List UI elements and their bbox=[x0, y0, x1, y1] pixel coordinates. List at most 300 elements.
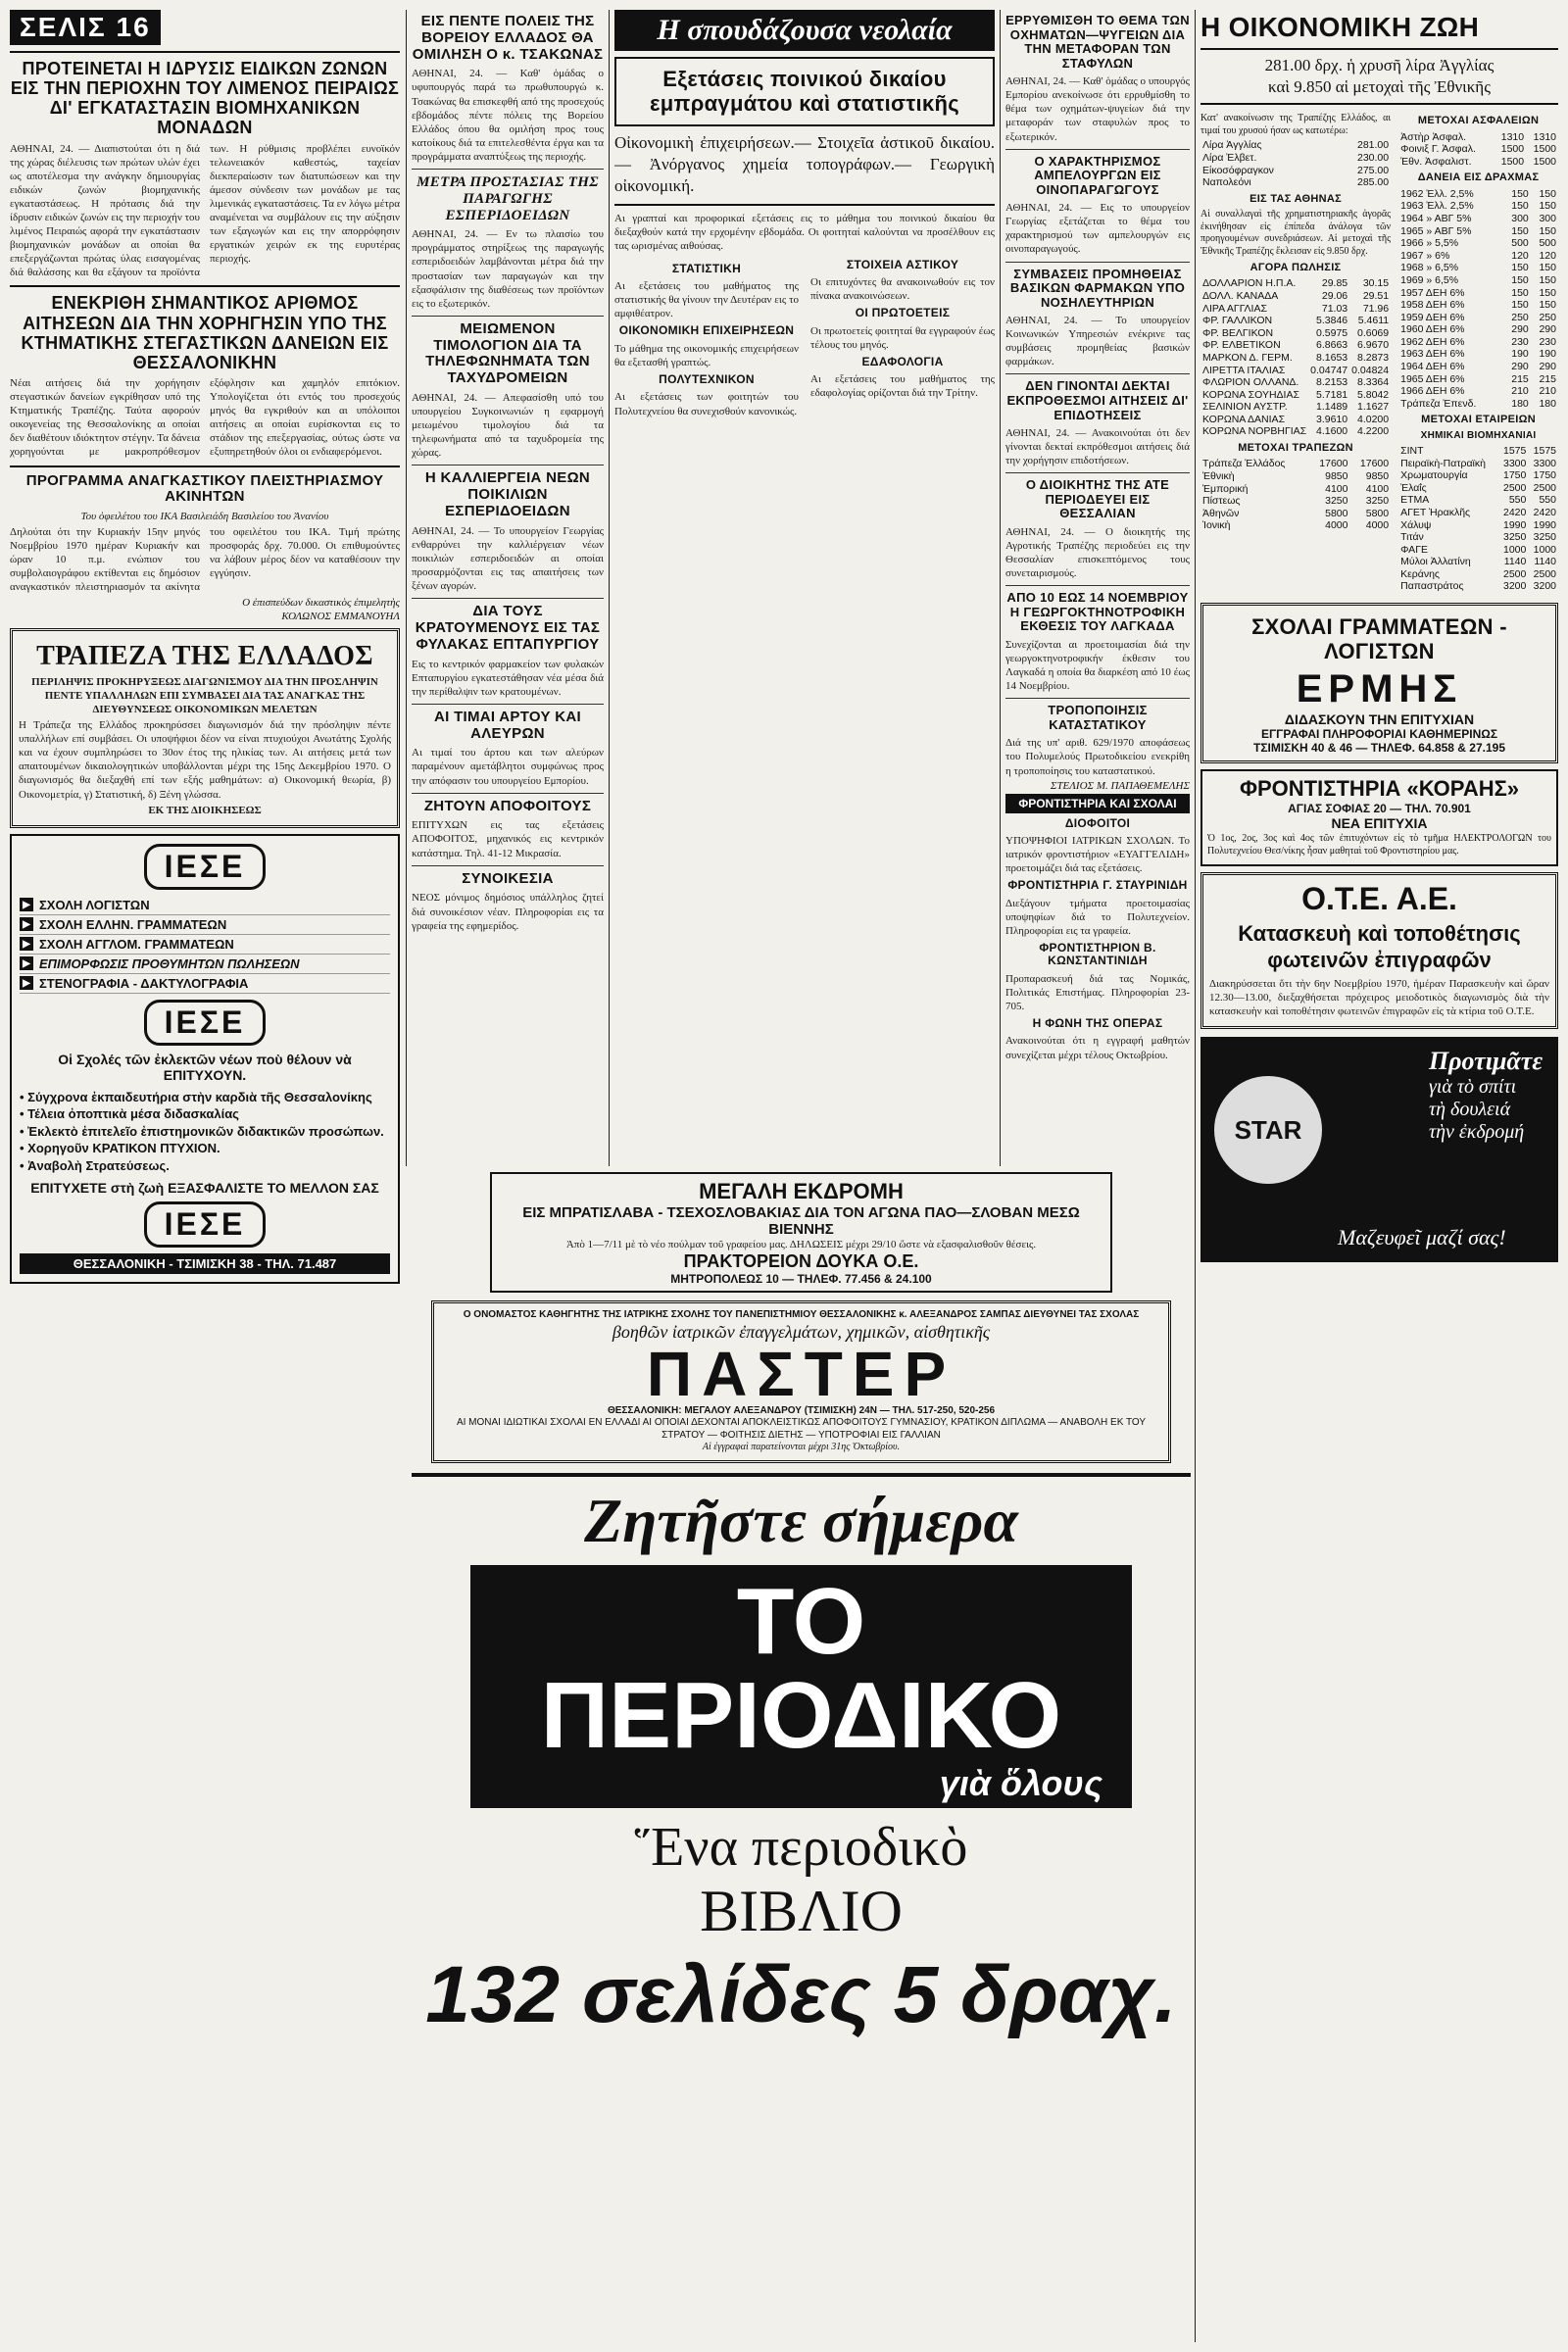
rate-value: 4000 bbox=[1325, 519, 1348, 532]
rate-value: 250 bbox=[1511, 311, 1529, 323]
rate-row bbox=[1398, 213, 1558, 225]
company-shares-head: ΜΕΤΟΧΑΙ ΕΤΑΙΡΕΙΩΝ bbox=[1421, 414, 1536, 426]
rate-label: Παπαστράτος bbox=[1400, 580, 1464, 593]
article-title-vinegrowers: Ο ΧΑΡΑΚΤΗΡΙΣΜΟΣ ΑΜΠΕΛΟΥΡΓΩΝ ΕΙΣ ΟΙΝΟΠΑΡΑΓΩΓΟΥΣ bbox=[1034, 153, 1161, 197]
rate-row bbox=[1398, 287, 1558, 300]
rate-label: 1965 ΔΕΗ 6% bbox=[1400, 372, 1465, 385]
rate-row bbox=[1398, 458, 1558, 470]
rate-value: 1500 bbox=[1500, 155, 1525, 168]
rate-value: 150 bbox=[1539, 262, 1556, 274]
bank-notice-subtitle: ΠΕΡΙΛΗΨΙΣ ΠΡΟΚΗΡΥΞΕΩΣ ΔΙΑΓΩΝΙΣΜΟΥ ΔΙΑ ΤΗΝ ΠΡΟΣΛΗΨΙΝ ΠΕΝΤΕ ΥΠΑΛΛΗΛΩΝ ΕΠΙ ΣΥΜΒΑΣΕΙ ΔΙΑ ΤΑΣ ΑΝΑΓΚΑΣ ΤΗΣ ΔΙΕΥΘΥΝΣΕΩΣ ΟΙΚΟΝΟΜΙΚΩΝ ΜΕΛΕΤΩΝ bbox=[31, 675, 378, 716]
rate-label: ΔΟΛΛΑΡΙΟΝ Η.Π.Α. bbox=[1202, 277, 1297, 290]
school-body: ΥΠΟΨΗΦΙΟΙ ΙΑΤΡΙΚΩΝ ΣΧΟΛΩΝ. Το ιατρικόν φροντιστήριον «ΕΥΑΓΓΕΛΙΔΗ» προετοιμάζει διά τας εξετάσεις. bbox=[1005, 835, 1190, 875]
gold-rates-table bbox=[1200, 139, 1391, 188]
rate-value: 300 bbox=[1539, 212, 1556, 224]
rate-value: 71.96 bbox=[1362, 302, 1390, 315]
rate-label: ΦΡ. ΒΕΛΓΙΚΟΝ bbox=[1202, 326, 1274, 339]
article-title-housing-loans: ΕΝΕΚΡΙΘΗ ΣΗΜΑΝΤΙΚΟΣ ΑΡΙΘΜΟΣ ΑΙΤΗΣΕΩΝ ΔΙΑ ΤΗΝ ΧΟΡΗΓΗΣΙΝ ΥΠΟ ΤΗΣ ΚΤΗΜΑΤΙΚΗΣ ΣΤΕΓΑΣΤΙΚΩΝ ΔΑΝΕΙΩΝ ΕΙΣ ΘΕΣΣΑΛΟΝΙΚΗΝ bbox=[21, 293, 389, 372]
exam-item: ΣΤΟΙΧΕΙΑ ΑΣΤΙΚΟΥ Οι επιτυχόντες θα ανακοινωθούν εις τον πίνακα ανακοινώσεων. bbox=[810, 257, 995, 303]
rate-label: 1968 » 6,5% bbox=[1400, 262, 1459, 274]
economy-section-title: Η ΟΙΚΟΝΟΜΙΚΗ ΖΩΗ bbox=[1200, 12, 1480, 42]
article-title-bread-prices: ΑΙ ΤΙΜΑΙ ΑΡΤΟΥ ΚΑΙ ΑΛΕΥΡΩΝ bbox=[434, 708, 581, 742]
exam-subjects bbox=[614, 259, 995, 418]
bank-of-greece-notice bbox=[10, 628, 400, 828]
exam-item: ΟΙΚΟΝΟΜΙΚΗ ΕΠΙΧΕΙΡΗΣΕΩΝ Το μάθημα της οικονομικής επιχειρήσεων θα εξετασθή γραπτώς. bbox=[614, 323, 799, 368]
rate-row bbox=[1200, 508, 1391, 520]
rate-value: 71.03 bbox=[1321, 302, 1348, 315]
auction-signature-role: Ο ἐπισπεύδων δικαστικὸς ἐπιμελητὴς bbox=[242, 596, 400, 609]
rate-value: 1575 bbox=[1533, 444, 1556, 457]
article-subtitle-auction: Του ὀφειλέτου του ΙΚΑ Βασιλειάδη Βασιλείου του Ἀνανίου bbox=[80, 511, 329, 523]
rate-label: 1965 » ΑΒΓ 5% bbox=[1400, 224, 1472, 237]
rate-row bbox=[1398, 482, 1558, 495]
pasteur-name: ΠΑΣΤΕΡ bbox=[646, 1338, 956, 1409]
iese-tagline: Οἱ Σχολές τῶν ἐκλεκτῶν νέων ποὺ θέλουν νὰ ΕΠΙΤΥΧΟΥΝ. bbox=[58, 1051, 352, 1083]
column-1 bbox=[10, 10, 400, 2342]
article-title-prison: ΔΙΑ ΤΟΥΣ ΚΡΑΤΟΥΜΕΝΟΥΣ ΕΙΣ ΤΑΣ ΦΥΛΑΚΑΣ ΕΠΤΑΠΥΡΓΙΟΥ bbox=[415, 603, 601, 653]
bank-shares-head: ΜΕΤΟΧΑΙ ΤΡΑΠΕΖΩΝ bbox=[1238, 442, 1353, 455]
rate-value: 9850 bbox=[1325, 469, 1348, 482]
pasteur-note: Αἱ ἐγγραφαὶ παρατείνονται μέχρι 31ης Ὀκτωβρίου. bbox=[702, 1442, 901, 1453]
trip-title: ΜΕΓΑΛΗ ΕΚΔΡΟΜΗ bbox=[699, 1179, 904, 1203]
rate-row bbox=[1398, 336, 1558, 349]
school-body: Προπαρασκευή διά τας Νομικάς, Πολιτικάς Επιστήμας. Πληροφορίαι 23-705. bbox=[1005, 972, 1190, 1012]
column-divider bbox=[609, 10, 610, 1166]
iese-features bbox=[20, 1089, 390, 1175]
pasteur-advert bbox=[431, 1300, 1171, 1463]
rate-label: Φοινιξ Γ. Ἀσφαλ. bbox=[1400, 143, 1476, 156]
article-body-prison: Εις το κεντρικόν φαρμακείον των φυλακών Επταπυργίου εγκατεστάθησαν νέα μέσα διά την περίθαλψιν των κρατουμένων. bbox=[412, 658, 604, 698]
auction-signature-name: ΚΟΛΩΝΟΣ ΕΜΜΑΝΟΥΗΛ bbox=[281, 610, 400, 622]
rate-value: 1750 bbox=[1533, 469, 1556, 482]
ote-title: Ο.Τ.Ε. Α.Ε. bbox=[1301, 881, 1457, 917]
rate-row bbox=[1200, 495, 1391, 508]
rate-value: 3200 bbox=[1533, 580, 1556, 593]
rate-label: ΚΟΡΩΝΑ ΔΑΝΙΑΣ bbox=[1202, 413, 1286, 425]
rate-value: 9850 bbox=[1365, 469, 1390, 482]
article-title-medicine-contracts: ΣΥΜΒΑΣΕΙΣ ΠΡΟΜΗΘΕΙΑΣ ΒΑΣΙΚΩΝ ΦΑΡΜΑΚΩΝ ΥΠΟ ΝΟΣΗΛΕΥΤΗΡΙΩΝ bbox=[1009, 266, 1186, 310]
article-title-late-applications: ΔΕΝ ΓΙΝΟΝΤΑΙ ΔΕΚΤΑΙ ΕΚΠΡΟΘΕΣΜΟΙ ΑΙΤΗΣΕΙΣ ΔΙ' ΕΠΙΔΟΤΗΣΕΙΣ bbox=[1006, 378, 1189, 422]
rate-value: 1.1627 bbox=[1356, 401, 1390, 414]
rate-value: 1990 bbox=[1533, 518, 1556, 531]
article-title-lagadas-fair: ΑΠΟ 10 ΕΩΣ 14 ΝΟΕΜΒΡΙΟΥ Η ΓΕΩΡΓΟΚΤΗΝΟΤΡΟΦΙΚΗ ΕΚΘΕΣΙΣ ΤΟΥ ΛΑΓΚΑΔΑ bbox=[1006, 590, 1189, 634]
rate-row bbox=[1200, 376, 1391, 389]
iese-logo-top: ΙΕΣΕ bbox=[144, 844, 267, 890]
athens-stock-text: Αἱ συναλλαγαὶ τῆς χρηματιστηριακῆς ἀγορᾶς ἐκινήθησαν εἰς ἐπίπεδα ἀνάλογα τῶν προηγουμένων συνεδριάσεων. Αἱ μετοχαὶ τῆς Ἐθνικῆς Τραπέζης ἔκλεισαν εἰς 9.850 δρχ. bbox=[1200, 209, 1392, 257]
rate-row bbox=[1398, 274, 1558, 287]
rate-value: 1140 bbox=[1503, 556, 1527, 568]
star-advert bbox=[1200, 1037, 1558, 1262]
rate-label: 1959 ΔΕΗ 6% bbox=[1400, 311, 1465, 323]
ote-body: Διακηρύσσεται ὅτι τὴν 6ην Νοεμβρίου 1970, ἡμέραν Παρασκευὴν καὶ ὥραν 12.30—13.00, διεξαχθήσεται πρόχειρος μειοδοτικὸς διαγωνισμὸς διὰ τὴν κατασκευὴν καὶ τοποθέτησιν φωτεινῶν ἐπιγραφῶν εἰς τὰ κτίρια τοῦ Ο.Τ.Ε. bbox=[1209, 978, 1549, 1018]
rate-row bbox=[1398, 299, 1558, 312]
rate-label: Χρωματουργία bbox=[1400, 469, 1468, 482]
article-title-citrus-varieties: Η ΚΑΛΛΙΕΡΓΕΙΑ ΝΕΩΝ ΠΟΙΚΙΛΙΩΝ ΕΣΠΕΡΙΔΟΕΙΔΩΝ bbox=[424, 469, 591, 519]
rate-label: 1963 Ἐλλ. 2,5% bbox=[1400, 200, 1474, 213]
article-body-late-applications: ΑΘΗΝΑΙ, 24. — Ανακοινούται ότι δεν γίνονται δεκταί εκπρόθεσμοι αιτήσεις διά την χορήγησιν επιδοτήσεων. bbox=[1005, 427, 1190, 467]
school-title: Η ΦΩΝΗ ΤΗΣ ΟΠΕΡΑΣ bbox=[1032, 1016, 1163, 1031]
article-body-trucks: ΑΘΗΝΑΙ, 24. — Καθ' ὁμάδας ο υπουργός Εμπορίου ανεκοίνωσε ότι ερρυθμίσθη το θέμα των οχημάτων-ψυγείων διά την μεταφοράν των σταφυλών προς το εξωτερικόν. bbox=[1005, 75, 1190, 143]
trip-body: Ἀπὸ 1—7/11 μὲ τὸ νέο πούλμαν τοῦ γραφείου μας. ΔΗΛΩΣΕΙΣ μέχρι 29/10 ὥστε νὰ εξασφαλισθοῦν θέσεις. bbox=[565, 1239, 1037, 1250]
rate-label: Ἀθηνῶν bbox=[1202, 507, 1240, 519]
rate-value: 4.1600 bbox=[1316, 425, 1348, 438]
exam-item: ΕΔΑΦΟΛΟΓΙΑ Αι εξετάσεις του μαθήματος της εδαφολογίας ορίζονται διά την Τρίτην. bbox=[810, 354, 995, 400]
rate-row bbox=[1398, 445, 1558, 458]
rate-label: 1960 ΔΕΗ 6% bbox=[1400, 323, 1465, 336]
exam-item: ΣΤΑΤΙΣΤΙΚΗ Αι εξετάσεις του μαθήματος της στατιστικής θα γίνουν την Δευτέραν εις το αμφιθέατρον. bbox=[614, 261, 799, 320]
rate-row bbox=[1398, 469, 1558, 482]
article-body-bread-prices: Αι τιμαί του άρτου και των αλεύρων παραμένουν αμετάβλητοι συμφώνως προς την απόφασιν του υπουργείου Εμπορίου. bbox=[412, 747, 604, 787]
article-body-citrus-protection: ΑΘΗΝΑΙ, 24. — Εν τω πλαισίω του προγράμματος στηρίξεως της παραγωγής εσπεριδοειδών λαμβάνονται μέτρα διά την προστασίαν των παραγωγών και την εξασφάλισιν της διαθέσεως των προϊόντων εις το εξωτερικόν. bbox=[412, 228, 604, 310]
rate-value: 150 bbox=[1539, 187, 1556, 200]
rate-label: 1963 ΔΕΗ 6% bbox=[1400, 348, 1465, 361]
insurance-shares-head: ΜΕΤΟΧΑΙ ΑΣΦΑΛΕΙΩΝ bbox=[1417, 115, 1540, 127]
rate-value: 29.51 bbox=[1362, 289, 1390, 302]
rate-value: 120 bbox=[1511, 249, 1529, 262]
rate-label: 1966 ΔΕΗ 6% bbox=[1400, 385, 1465, 398]
rate-label: Ἰονικὴ bbox=[1202, 519, 1231, 532]
iese-school-item: ▶ ΣΧΟΛΗ ΛΟΓΙΣΤΩΝ bbox=[20, 896, 390, 915]
rate-label: ΔΟΛΛ. ΚΑΝΑΔΑ bbox=[1202, 289, 1279, 302]
rate-label: Τράπεζα Ἐπενδ. bbox=[1400, 397, 1477, 410]
page-number-logo: ΣΕΛΙΣ 16 bbox=[10, 10, 161, 45]
rate-row bbox=[1398, 519, 1558, 532]
rate-row bbox=[1200, 458, 1391, 470]
rate-row bbox=[1398, 361, 1558, 373]
rate-value: 1990 bbox=[1503, 518, 1527, 531]
koraes-title: ΦΡΟΝΤΙΣΤΗΡΙΑ «ΚΟΡΑΗΣ» bbox=[1239, 776, 1520, 802]
iese-school-list bbox=[20, 896, 390, 994]
rate-value: 6.8663 bbox=[1316, 339, 1348, 352]
rate-row bbox=[1398, 225, 1558, 238]
rate-value: 6.9670 bbox=[1356, 339, 1390, 352]
iese-feature: • Σύγχρονα ἐκπαιδευτήρια στὴν καρδιὰ τῆς Θεσσαλονίκης bbox=[20, 1089, 372, 1104]
rate-label: ΛΙΡΕΤΤΑ ΙΤΑΛΙΑΣ bbox=[1202, 364, 1286, 376]
fx-table-head: ΑΓΟΡΑ ΠΩΛΗΣΙΣ bbox=[1250, 262, 1342, 274]
rate-value: 230 bbox=[1511, 335, 1529, 348]
rate-value: 5.3846 bbox=[1316, 315, 1348, 327]
rate-label: Ἐθν. Ἀσφαλιστ. bbox=[1400, 155, 1472, 168]
article-body-vinegrowers: ΑΘΗΝΑΙ, 24. — Εις το υπουργείον Γεωργίας εξετάζεται το θέμα του χαρακτηρισμού των αμπελουργών εις οινοπαραγωγούς. bbox=[1005, 202, 1190, 256]
rate-label: ΦΛΩΡΙΟΝ ΟΛΛΑΝΔ. bbox=[1202, 376, 1299, 389]
rate-row bbox=[1200, 519, 1391, 532]
center-ads-area bbox=[412, 1172, 1191, 2342]
company-shares-table bbox=[1398, 445, 1558, 593]
drachma-loans-table bbox=[1398, 188, 1558, 411]
bank-notice-body: Η Τράπεζα της Ελλάδος προκηρύσσει διαγωνισμόν διά την πρόσληψιν πέντε υπαλλήλων επί συμβάσει. Οι υποψήφιοι δέον να είναι πτυχιούχοι Ανωτάτης Σχολής και να έχουν συμπληρώσει το 30ον έτος της ηλικίας των. Αι αιτήσεις μετά των απαιτουμένων δικαιολογητικών υποβάλλονται μέχρι της 15ης Δεκεμβρίου 1970. Ο διαγωνισμός θα διεξαχθή επί των εξής μαθημάτων: α) Οικονομική θεωρία, β) Οικονομετρία, γ) Στατιστική, δ) Ξένη γλώσσα. bbox=[19, 719, 391, 801]
exam-item: ΠΟΛΥΤΕΧΝΙΚΟΝ Αι εξετάσεις των φοιτητών του Πολυτεχνείου θα συνεχισθούν κανονικώς. bbox=[614, 372, 799, 417]
section-banner-students: Η σπουδάζουσα νεολαία bbox=[614, 10, 995, 51]
rate-label: ΜΑΡΚΟΝ Δ. ΓΕΡΜ. bbox=[1202, 351, 1293, 364]
rate-value: 250 bbox=[1539, 311, 1556, 323]
rate-label: 1969 » 6,5% bbox=[1400, 273, 1459, 286]
rate-value: 1000 bbox=[1503, 543, 1527, 556]
rate-value: 120 bbox=[1539, 249, 1556, 262]
bank-notice-title: ΤΡΑΠΕΖΑ ΤΗΣ ΕΛΛΑΔΟΣ bbox=[36, 640, 373, 671]
rate-value: 550 bbox=[1508, 494, 1527, 507]
iese-school-item: ▶ ΣΧΟΛΗ ΕΛΛΗΝ. ΓΡΑΜΜΑΤΕΩΝ bbox=[20, 915, 390, 935]
rate-value: 3300 bbox=[1503, 457, 1527, 469]
koraes-body: Ὁ 1ος, 2ος, 3ος καὶ 4ος τῶν ἐπιτυχόντων εἰς τὸ τμῆμα ΗΛΕΚΤΡΟΛΟΓΩΝ του Πολυτεχνείου Θεσ/νίκης ἦσαν μαθηταὶ τοῦ Φροντιστηρίου μας. bbox=[1207, 833, 1551, 857]
trip-agency: ΠΡΑΚΤΟΡΕΙΟΝ ΔΟΥΚΑ Ο.Ε. bbox=[683, 1251, 919, 1272]
rate-value: 290 bbox=[1539, 323, 1556, 336]
rate-value: 29.06 bbox=[1321, 289, 1348, 302]
periodical-line-book: ΒΙΒΛΙΟ bbox=[700, 1878, 903, 1943]
article-title-auction: ΠΡΟΓΡΑΜΜΑ ΑΝΑΓΚΑΣΤΙΚΟΥ ΠΛΕΙΣΤΗΡΙΑΣΜΟΥ ΑΚΙΝΗΤΩΝ bbox=[25, 471, 384, 506]
rate-value: 300 bbox=[1511, 212, 1529, 224]
rate-label: 1958 ΔΕΗ 6% bbox=[1400, 299, 1465, 312]
rate-row bbox=[1200, 470, 1391, 483]
rate-row bbox=[1200, 277, 1391, 290]
rate-value: 29.85 bbox=[1321, 277, 1348, 290]
bank-notice-signature: ΕΚ ΤΗΣ ΔΙΟΙΚΗΣΕΩΣ bbox=[148, 804, 262, 816]
bullet-icon: ▶ bbox=[20, 898, 33, 911]
rate-row bbox=[1200, 483, 1391, 496]
iese-school-item: ▶ ΣΧΟΛΗ ΑΓΓΛΟΜ. ΓΡΑΜΜΑΤΕΩΝ bbox=[20, 935, 390, 955]
article-body-charter: Διά της υπ' αριθ. 629/1970 αποφάσεως του Πολυμελούς Πρωτοδικείου ενεκρίθη η τροποποίησις του καταστατικού. bbox=[1005, 737, 1190, 777]
rate-value: 4.2200 bbox=[1356, 425, 1390, 438]
rate-value: 190 bbox=[1511, 348, 1529, 361]
rate-value: 0.6069 bbox=[1356, 326, 1390, 339]
trip-subtitle: ΕΙΣ ΜΠΡΑΤΙΣΛΑΒΑ - ΤΣΕΧΟΣΛΟΒΑΚΙΑΣ ΔΙΑ ΤΟΝ ΑΓΩΝΑ ΠΑΟ—ΣΛΟΒΑΝ ΜΕΣΩ ΒΙΕΝΝΗΣ bbox=[522, 1204, 1080, 1238]
rate-value: 150 bbox=[1539, 200, 1556, 213]
ermis-advert bbox=[1200, 603, 1558, 763]
article-body-tsakonas: ΑΘΗΝΑΙ, 24. — Καθ' ὁμάδας ο υφυπουργός παρά τω πρωθυπουργώ κ. Τσακώνας θα επισκεφθή από της προσεχούς εβδομάδος πέντε πόλεις της Βορείου Ελλάδος όπου θα ομιλήση προς τους κατοίκους διά τα επιτελεσθέντα έργα και τα προγράμματα αναπτύξεως της περιοχής. bbox=[412, 68, 604, 163]
iese-feature: • Ἐκλεκτὸ ἐπιτελεῖο ἐπιστημονικῶν διδακτικῶν προσώπων. bbox=[20, 1123, 384, 1139]
ermis-line3: ΤΣΙΜΙΣΚΗ 40 & 46 — ΤΗΛΕΦ. 64.858 & 27.195 bbox=[1252, 741, 1506, 756]
rate-value: 290 bbox=[1539, 361, 1556, 373]
rate-row bbox=[1398, 531, 1558, 544]
rate-value: 1310 bbox=[1533, 130, 1556, 143]
athens-stock-head: ΕΙΣ ΤΑΣ ΑΘΗΝΑΣ bbox=[1250, 192, 1343, 205]
article-title-citrus-protection: ΜΕΤΡΑ ΠΡΟΣΤΑΣΙΑΣ ΤΗΣ ΠΑΡΑΓΩΓΗΣ ΕΣΠΕΡΙΔΟΕΙΔΩΝ bbox=[416, 173, 599, 223]
ermis-line1: ΔΙΔΑΣΚΟΥΝ ΤΗΝ ΕΠΙΤΥΧΙΑΝ bbox=[1284, 711, 1475, 728]
rate-value: 1000 bbox=[1533, 543, 1556, 556]
rate-value: 30.15 bbox=[1362, 277, 1390, 290]
rate-label: Τράπεζα Ἑλλάδος bbox=[1202, 458, 1286, 470]
rate-value: 5800 bbox=[1325, 507, 1348, 519]
pasteur-body: ΑΙ ΜΟΝΑΙ ΙΔΙΩΤΙΚΑΙ ΣΧΟΛΑΙ ΕΝ ΕΛΛΑΔΙ ΑΙ ΟΠΟΙΑΙ ΔΕΧΟΝΤΑΙ ΑΠΟΚΛΕΙΣΤΙΚΩΣ ΑΠΟΦΟΙΤΟΥΣ ΓΥΜΝΑΣΙΟΥ, ΚΡΑΤΙΚΟΝ ΔΙΠΛΩΜΑ — ΑΝΑΒΟΛΗ ΕΚ ΤΟΥ ΣΤΡΑΤΟΥ — ΦΟΙΤΗΣΙΣ ΔΙΕΤΗΣ — ΥΠΟΤΡΟΦΙΑΙ ΕΙΣ ΓΑΛΛΙΑΝ bbox=[456, 1417, 1147, 1441]
rate-value: 150 bbox=[1511, 200, 1529, 213]
pasteur-address: ΘΕΣΣΑΛΟΝΙΚΗ: ΜΕΓΑΛΟΥ ΑΛΕΞΑΝΔΡΟΥ (ΤΣΙΜΙΣΚΗ) 24Ν — ΤΗΛ. 517-250, 520-256 bbox=[607, 1404, 996, 1416]
iese-feature: • Ἀναβολὴ Στρατεύσεως. bbox=[20, 1157, 170, 1173]
rate-row bbox=[1398, 131, 1558, 144]
rate-value: 3300 bbox=[1533, 457, 1556, 469]
rate-value: 290 bbox=[1511, 361, 1529, 373]
rate-value: 5.4611 bbox=[1357, 315, 1390, 327]
ermis-title: ΣΧΟΛΑΙ ΓΡΑΜΜΑΤΕΩΝ - ΛΟΓΙΣΤΩΝ bbox=[1251, 614, 1507, 663]
lead-subheadline: Οἰκονομικὴ ἐπιχειρήσεων.— Στοιχεῖα ἀστικοῦ δικαίου.— Ἀνόργανος χημεία τοπογράφων.— Γεωργικὴ οἰκονομική. bbox=[614, 133, 995, 196]
rate-label: Ἐλαΐς bbox=[1400, 481, 1427, 494]
article-body-housing-loans: Νέαι αιτήσεις διά την χορήγησιν στεγαστικών δανείων εγκρίθησαν υπό της Κτηματικής Τραπέζης. Ταύτα αφορούν οικογενείας της Θεσσαλονίκης αι οποίαι δεν διαθέτουν ιδιόκτητον στέγην. Τα δάνεια χορηγούνται με μακροπρόθεσμον εξόφλησιν και χαμηλόν επιτόκιον. Υπολογίζεται ότι εντός του προσεχούς μηνός θα εγκριθούν και αι υπόλοιποι αιτήσεις αι οποίαι ευρίσκονται εις το στάδιον της επεξεργασίας, ούτως ώστε να εξυπηρετηθούν όλοι οι ενδιαφερόμενοι. bbox=[10, 377, 400, 459]
rate-label: ΑΓΕΤ Ἡρακλῆς bbox=[1400, 506, 1471, 518]
rate-value: 1500 bbox=[1533, 155, 1556, 168]
national-bank-headline: καὶ 9.850 αἱ μετοχαὶ τῆς Ἐθνικῆς bbox=[1268, 77, 1491, 97]
school-body: Διεξάγουν τμήματα προετοιμασίας υποψηφίων διά το Πολυτεχνείον. Πληροφορίαι εις τα γραφεία. bbox=[1005, 897, 1190, 937]
rate-value: 8.1653 bbox=[1316, 351, 1348, 364]
ermis-line2: ΕΓΓΡΑΦΑΙ ΠΛΗΡΟΦΟΡΙΑΙ ΚΑΘΗΜΕΡΙΝΩΣ bbox=[1260, 727, 1498, 742]
periodical-name: ΤΟ ΠΕΡΙΟΔΙΚΟ bbox=[540, 1568, 1062, 1768]
article-body-matchmaking: ΝΕΟΣ μόνιμος δημόσιος υπάλληλος ζητεί διά συνοικέσιον νέαν. Πληροφορίαι εις τα γραφεία της εφημερίδος. bbox=[412, 892, 604, 932]
rate-value: 1.1489 bbox=[1316, 401, 1348, 414]
column-4 bbox=[1005, 10, 1190, 1166]
rate-label: 1967 » 6% bbox=[1400, 249, 1450, 262]
rate-value: 8.2153 bbox=[1316, 376, 1348, 389]
periodical-line-pages: 132 σελίδες 5 δραχ. bbox=[425, 1949, 1177, 2039]
gold-price-headline: 281.00 δρχ. ἡ χρυσῆ λίρα Ἀγγλίας bbox=[1264, 56, 1494, 75]
iese-school-item: ▶ ΕΠΙΜΟΡΦΩΣΙΣ ΠΡΟΘΥΜΗΤΩΝ ΠΩΛΗΣΕΩΝ bbox=[20, 955, 390, 974]
rate-value: 150 bbox=[1539, 299, 1556, 312]
article-title-charter: ΤΡΟΠΟΠΟΙΗΣΙΣ ΚΑΤΑΣΤΑΤΙΚΟΥ bbox=[1048, 703, 1148, 732]
rate-label: 1962 ΔΕΗ 6% bbox=[1400, 335, 1465, 348]
rate-value: 17600 bbox=[1359, 458, 1390, 470]
rate-value: 4.0200 bbox=[1356, 413, 1390, 425]
rate-value: 190 bbox=[1539, 348, 1556, 361]
rate-row bbox=[1398, 200, 1558, 213]
star-slogan: γιὰ τὸ σπίτι bbox=[1428, 1076, 1517, 1099]
rate-row: Λίρα Ἐλβετ. 230.00 bbox=[1202, 151, 1390, 164]
periodical-line-ask: Ζητῆστε σήμερα bbox=[584, 1485, 1018, 1555]
rate-value: 0.04824 bbox=[1351, 364, 1390, 376]
pasteur-intro: Ο ΟΝΟΜΑΣΤΟΣ ΚΑΘΗΓΗΤΗΣ ΤΗΣ ΙΑΤΡΙΚΗΣ ΣΧΟΛΗΣ ΤΟΥ ΠΑΝΕΠΙΣΤΗΜΙΟΥ ΘΕΣΣΑΛΟΝΙΚΗΣ κ. ΑΛΕΞΑΝΔΡΟΣ ΣΑΜΠΑΣ ΔΙΕΥΘΥΝΕΙ ΤΑΣ ΣΧΟΛΑΣ bbox=[463, 1309, 1140, 1321]
rate-label: ΕΤΜΑ bbox=[1400, 494, 1430, 507]
article-body-citrus-varieties: ΑΘΗΝΑΙ, 24. — Το υπουργείον Γεωργίας ενθαρρύνει την καλλιέργειαν νέων ποικιλιών εσπεριδοειδών αι οποίαι προσαρμόζονται εις τας απαιτήσεις των ξένων αγορών. bbox=[412, 524, 604, 593]
rate-value: 215 bbox=[1539, 372, 1556, 385]
rate-value: 3200 bbox=[1503, 580, 1527, 593]
rate-row bbox=[1398, 373, 1558, 386]
rate-row bbox=[1398, 156, 1558, 169]
rate-row bbox=[1398, 544, 1558, 557]
rate-row bbox=[1398, 385, 1558, 398]
rate-value: 2500 bbox=[1503, 481, 1527, 494]
rate-label: ΦΡ. ΕΛΒΕΤΙΚΟΝ bbox=[1202, 339, 1281, 352]
article-body-medicine-contracts: ΑΘΗΝΑΙ, 24. — Το υπουργείον Κοινωνικών Υπηρεσιών ενέκρινε τας συμβάσεις προμηθείας βασικών φαρμάκων. bbox=[1005, 315, 1190, 368]
school-body: Ανακοινούται ότι η εγγραφή μαθητών συνεχίζεται μέχρι τέλους Οκτωβρίου. bbox=[1005, 1035, 1190, 1061]
bullet-icon: ▶ bbox=[20, 956, 33, 970]
rate-value: 210 bbox=[1511, 385, 1529, 398]
rate-row bbox=[1200, 327, 1391, 340]
rate-row bbox=[1398, 580, 1558, 593]
trip-advert bbox=[490, 1172, 1112, 1293]
rate-value: 3250 bbox=[1503, 531, 1527, 544]
iese-logo-bottom: ΙΕΣΕ bbox=[144, 1201, 267, 1248]
drachma-loans-head: ΔΑΝΕΙΑ ΕΙΣ ΔΡΑΧΜΑΣ bbox=[1417, 172, 1540, 184]
article-title-tsakonas: ΕΙΣ ΠΕΝΤΕ ΠΟΛΕΙΣ ΤΗΣ ΒΟΡΕΙΟΥ ΕΛΛΑΔΟΣ ΘΑ ΟΜΙΛΗΣΗ Ο κ. ΤΣΑΚΩΝΑΣ bbox=[412, 13, 604, 63]
rate-label: ΦΡ. ΓΑΛΛΙΚΟΝ bbox=[1202, 315, 1273, 327]
schools-section-banner: ΦΡΟΝΤΙΣΤΗΡΙΑ ΚΑΙ ΣΧΟΛΑΙ bbox=[1005, 794, 1190, 813]
rate-row bbox=[1398, 494, 1558, 507]
column-divider bbox=[1000, 10, 1001, 1166]
rate-value: 8.2873 bbox=[1356, 351, 1390, 364]
rate-value: 1750 bbox=[1503, 469, 1527, 482]
rate-value: 5800 bbox=[1365, 507, 1390, 519]
rate-value: 150 bbox=[1539, 273, 1556, 286]
rate-value: 180 bbox=[1511, 397, 1529, 410]
article-title-phone-tariff: ΜΕΙΩΜΕΝΟΝ ΤΙΜΟΛΟΓΙΟΝ ΔΙΑ ΤΑ ΤΗΛΕΦΩΝΗΜΑΤΑ ΤΩΝ ΤΑΧΥΔΡΟΜΕΙΩΝ bbox=[425, 319, 590, 387]
rate-label: ΚΟΡΩΝΑ ΝΟΡΒΗΓΙΑΣ bbox=[1202, 425, 1307, 438]
exam-item: ΟΙ ΠΡΩΤΟΕΤΕΙΣ Οι πρωτοετείς φοιτηταί θα εγγραφούν έως τέλους του μηνός. bbox=[810, 306, 995, 351]
gold-intro: Κατ' ανακοίνωσιν της Τραπέζης Ελλάδος, αι τιμαί του χρυσού ήσαν ως κατωτέρω: bbox=[1200, 113, 1392, 136]
rate-value: 0.5975 bbox=[1316, 326, 1348, 339]
rate-value: 150 bbox=[1539, 224, 1556, 237]
rate-value: 150 bbox=[1539, 286, 1556, 299]
rate-row bbox=[1398, 398, 1558, 411]
rate-value: 2420 bbox=[1533, 506, 1556, 518]
rate-value: 500 bbox=[1539, 237, 1556, 250]
rate-row: Λίρα Ἀγγλίας 281.00 bbox=[1202, 139, 1390, 152]
rate-row: Εἰκοσόφραγκον 275.00 bbox=[1202, 164, 1390, 176]
column-divider bbox=[1195, 10, 1196, 2342]
rate-row bbox=[1200, 339, 1391, 352]
rate-value: 4000 bbox=[1365, 519, 1390, 532]
star-slogan: Προτιμᾶτε bbox=[1428, 1047, 1543, 1076]
rate-value: 215 bbox=[1511, 372, 1529, 385]
rate-row bbox=[1200, 425, 1391, 438]
koraes-new-success: ΝΕΑ ΕΠΙΤΥΧΙΑ bbox=[1331, 815, 1428, 832]
koraes-advert bbox=[1200, 769, 1558, 866]
star-footer: Μαζευφεῖ μαζί σας! bbox=[1338, 1225, 1506, 1250]
rate-value: 150 bbox=[1511, 187, 1529, 200]
rate-label: 1966 » 5,5% bbox=[1400, 237, 1459, 250]
iese-feature: • Τέλεια ὀποπτικὰ μέσα διδασκαλίας bbox=[20, 1106, 239, 1122]
article-title-trucks: ΕΡΡΥΘΜΙΣΘΗ ΤΟ ΘΕΜΑ ΤΩΝ ΟΧΗΜΑΤΩΝ—ΨΥΓΕΙΩΝ ΔΙΑ ΤΗΝ ΜΕΤΑΦΟΡΑΝ ΤΩΝ ΣΤΑΦΥΛΩΝ bbox=[1005, 13, 1190, 71]
charter-signature: ΣΤΕΛΙΟΣ Μ. ΠΑΠΑΘΕΜΕΛΗΣ bbox=[1050, 779, 1190, 792]
rate-label: ΣΙΝΤ bbox=[1400, 444, 1424, 457]
chemical-industries-head: ΧΗΜΙΚΑΙ ΒΙΟΜΗΧΑΝΙΑΙ bbox=[1420, 429, 1537, 441]
rate-label: Τιτάν bbox=[1400, 531, 1424, 544]
ermis-name: ΕΡΜΗΣ bbox=[1296, 667, 1463, 711]
rate-value: 4100 bbox=[1325, 482, 1348, 495]
rate-label: ΛΙΡΑ ΑΓΓΛΙΑΣ bbox=[1202, 302, 1267, 315]
rate-value: 4100 bbox=[1365, 482, 1390, 495]
periodical-for-all: γιὰ ὅλους bbox=[939, 1762, 1102, 1803]
rate-row bbox=[1200, 290, 1391, 303]
rate-row bbox=[1398, 312, 1558, 324]
rate-value: 1310 bbox=[1500, 130, 1525, 143]
article-body-graduates: ΕΠΙΤΥΧΩΝ εις τας εξετάσεις ΑΠΟΦΟΙΤΟΣ, μηχανικός εις κεντρικόν κατάστημα. Τηλ. 41-12 Μικρασία. bbox=[412, 819, 604, 859]
star-slogan: τὴν ἐκδρομή bbox=[1428, 1121, 1525, 1144]
iese-feature: • Χορηγοῦν ΚΡΑΤΙΚΟΝ ΠΤΥΧΙΟΝ. bbox=[20, 1141, 220, 1156]
rate-value: 3250 bbox=[1325, 495, 1348, 508]
rate-value: 3250 bbox=[1533, 531, 1556, 544]
rate-label: 1964 ΔΕΗ 6% bbox=[1400, 361, 1465, 373]
rate-value: 550 bbox=[1539, 494, 1556, 507]
rate-row bbox=[1398, 237, 1558, 250]
pasteur-subtitle: βοηθῶν ἰατρικῶν ἐπαγγελμάτων, χημικῶν, αἰσθητικῆς bbox=[612, 1321, 991, 1342]
rate-value: 150 bbox=[1511, 286, 1529, 299]
rate-row bbox=[1398, 143, 1558, 156]
rate-value: 210 bbox=[1539, 385, 1556, 398]
article-body-auction: Δηλούται ότι την Κυριακήν 15ην μηνός Νοεμβρίου 1970 ημέραν Κυριακήν και ώραν 10 π.μ. ενώπιον του συμβολαιογράφου εκτίθενται εις δημόσιον αναγκαστικόν πλειστηριασμόν τα ακίνητα του οφειλέτου του ΙΚΑ. Τιμή πρώτης προσφοράς δρχ. 70.000. Οι επιθυμούντες να λάβουν μέρος δέον να καταθέσουν την εγγύησιν. bbox=[10, 526, 400, 594]
insurance-shares-table bbox=[1398, 131, 1558, 169]
rate-row bbox=[1398, 250, 1558, 263]
star-slogan: τὴ δουλειά bbox=[1428, 1099, 1511, 1121]
school-title: ΦΡΟΝΤΙΣΤΗΡΙΑ Γ. ΣΤΑΥΡΙΝΙΔΗ bbox=[1007, 878, 1188, 893]
lead-headline-box bbox=[614, 57, 995, 126]
rate-value: 5.8042 bbox=[1356, 388, 1390, 401]
rate-row bbox=[1398, 188, 1558, 201]
rate-label: 1957 ΔΕΗ 6% bbox=[1400, 286, 1465, 299]
iese-closing: ΕΠΙΤΥΧΕΤΕ στὴ ζωὴ ΕΞΑΣΦΑΛΙΣΤΕ ΤΟ ΜΕΛΛΟΝ ΣΑΣ bbox=[30, 1180, 379, 1197]
rate-row bbox=[1200, 365, 1391, 377]
ote-notice bbox=[1200, 872, 1558, 1029]
periodical-line-a: Ἕνα περιοδικὸ bbox=[634, 1816, 968, 1878]
rate-label: ΦΑΓΕ bbox=[1400, 543, 1428, 556]
rate-row bbox=[1398, 556, 1558, 568]
column-divider bbox=[406, 10, 407, 1166]
article-title-matchmaking: ΣΥΝΟΙΚΕΣΙΑ bbox=[462, 869, 554, 887]
article-title-graduates: ΖΗΤΟΥΝ ΑΠΟΦΟΙΤΟΥΣ bbox=[423, 797, 592, 814]
